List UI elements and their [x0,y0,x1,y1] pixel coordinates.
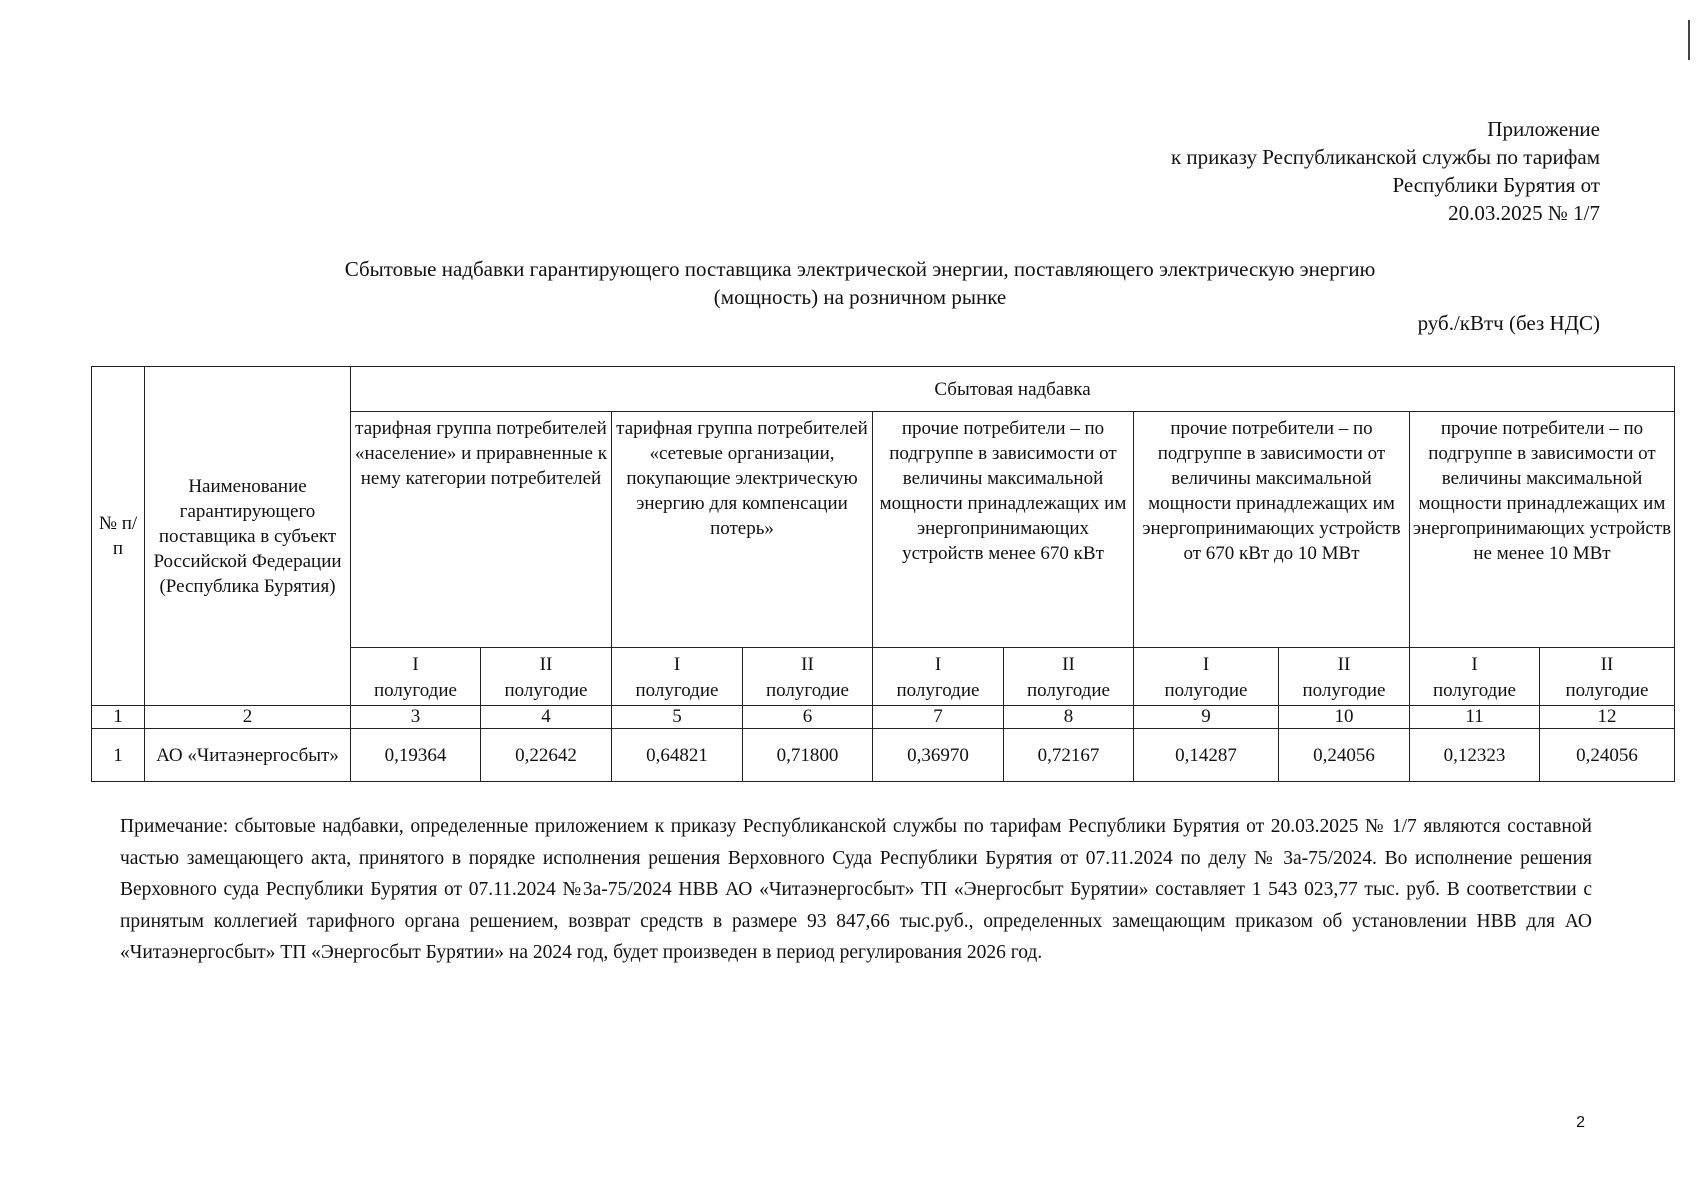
half-year-cell: I полугодие [1134,648,1279,706]
value-cell: 0,19364 [351,729,481,782]
half-year-cell: II полугодие [481,648,612,706]
header-group-network: тарифная группа потребителей «сетевые организации, покупающие электрическую энергию для компенсации потерь» [612,412,873,648]
value-cell: 0,22642 [481,729,612,782]
scan-mark [1688,20,1690,60]
column-number: 9 [1134,706,1279,729]
column-number: 8 [1004,706,1134,729]
column-number-row [92,706,1675,729]
header-group-population: тарифная группа потребителей «население» и приравненные к нему категории потребителей [351,412,612,648]
header-group-over-10mw: прочие потребители – по подгруппе в зависимости от величины максимальной мощности принадлежащих им энергопринимающих устройств не менее 10 МВт [1410,412,1675,648]
page-number: 2 [1576,1114,1585,1131]
title-line-1: Сбытовые надбавки гарантирующего поставщика электрической энергии, поставляющего электрическую энергию [344,257,1376,281]
half-year-cell: I полугодие [1410,648,1540,706]
half-year-cell: II полугодие [743,648,873,706]
column-number: 12 [1540,706,1675,729]
header-supplier-name: Наименование гарантирующего поставщика в субъект Российской Федерации (Республика Бурятия) [145,367,351,706]
appendix-line-1: Приложение [1487,117,1600,141]
half-year-cell: I полугодие [351,648,481,706]
appendix-line-2: к приказу Республиканской службы по тарифам [1170,145,1600,169]
column-number: 10 [1279,706,1410,729]
value-cell: 0,14287 [1134,729,1279,782]
supplier-name: АО «Читаэнергосбыт» [145,729,351,782]
column-number: 2 [145,706,351,729]
value-cell: 0,24056 [1279,729,1410,782]
half-year-cell: II полугодие [1540,648,1675,706]
note-paragraph: Примечание: сбытовые надбавки, определенные приложением к приказу Республиканской службы по тарифам Республики Бурятия от 20.03.2025 № 1/7 являются составной частью замещающего акта, принятого в порядке исполнения решения Верховного Суда Республики Бурятия от 07.11.2024 по делу № 3а-75/2024. Во исполнение решения Верховного суда Республики Бурятия от 07.11.2024 №3а-75/2024 НВВ АО «Читаэнергосбыт» ТП «Энергосбыт Бурятии» составляет 1 543 023,77 тыс. руб. В соответствии с принятым коллегией тарифного органа решением, возврат средств в размере 93 847,66 тыс.руб., определенных замещающим приказом об установлении НВВ для АО «Читаэнергосбыт» ТП «Энергосбыт Бурятии» на 2024 год, будет произведен в период регулирования 2026 год. [120,816,1592,963]
value-cell: 0,71800 [743,729,873,782]
appendix-line-4: 20.03.2025 № 1/7 [1448,201,1600,225]
column-number: 11 [1410,706,1540,729]
header-row-1 [92,367,1675,412]
header-group-under-670kw: прочие потребители – по подгруппе в зависимости от величины максимальной мощности принадлежащих им энергопринимающих устройств менее 670 кВт [873,412,1134,648]
value-cell: 0,64821 [612,729,743,782]
column-number: 7 [873,706,1004,729]
half-year-cell: II полугодие [1004,648,1134,706]
value-cell: 0,36970 [873,729,1004,782]
header-number: № п/п [92,367,145,706]
tariff-table [91,366,1675,782]
header-markup: Сбытовая надбавка [351,367,1675,412]
header-group-670kw-10mw: прочие потребители – по подгруппе в зависимости от величины максимальной мощности принадлежащих им энергопринимающих устройств от 670 кВт до 10 МВт [1134,412,1410,648]
half-year-cell: I полугодие [612,648,743,706]
value-cell: 0,72167 [1004,729,1134,782]
column-number: 5 [612,706,743,729]
table-row [92,729,1675,782]
value-cell: 0,24056 [1540,729,1675,782]
half-year-cell: II полугодие [1279,648,1410,706]
column-number: 6 [743,706,873,729]
document-title [220,255,1500,311]
units-label: руб./кВтч (без НДС) [1417,311,1600,335]
appendix-header [1171,115,1600,227]
column-number: 4 [481,706,612,729]
column-number: 3 [351,706,481,729]
appendix-line-3: Республики Бурятия от [1392,173,1600,197]
title-line-2: (мощность) на розничном рынке [713,285,1007,309]
value-cell: 0,12323 [1410,729,1540,782]
half-year-cell: I полугодие [873,648,1004,706]
column-number: 1 [92,706,145,729]
row-number: 1 [92,729,145,782]
